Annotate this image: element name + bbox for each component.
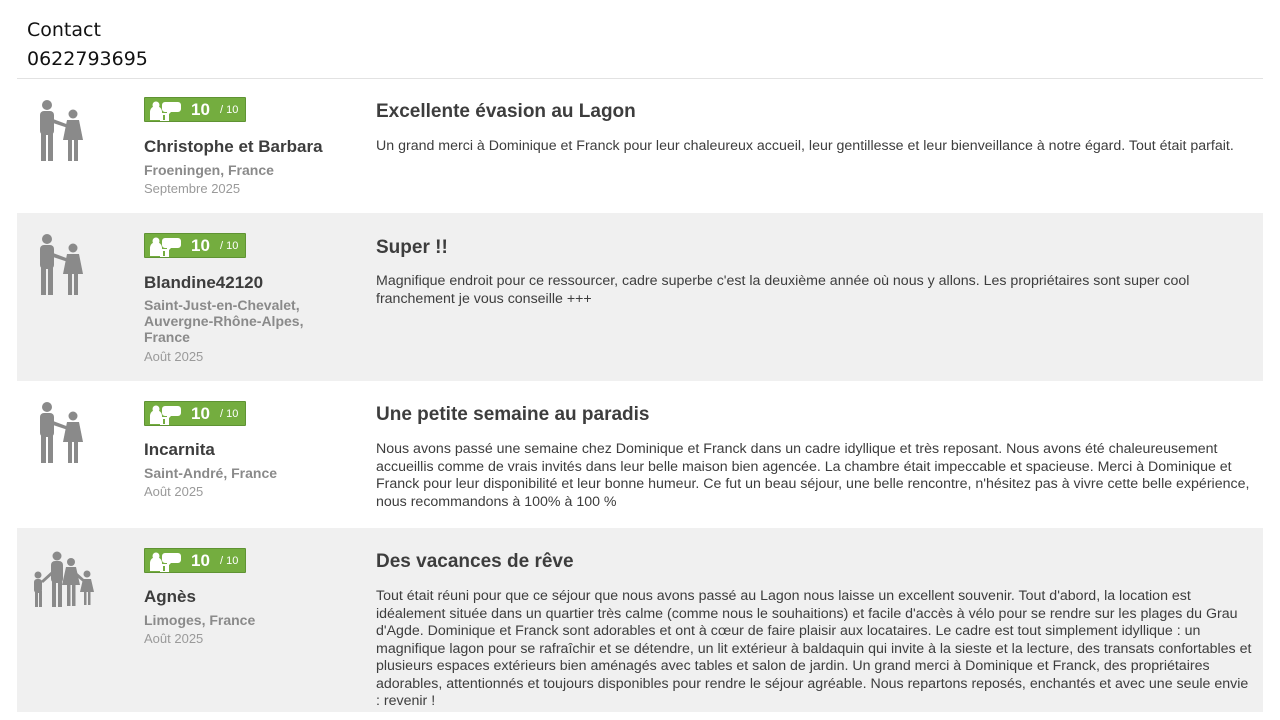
rating-badge (144, 548, 246, 573)
reviewer-name: Christophe et Barbara (144, 137, 323, 156)
review-text: Tout était réuni pour que ce séjour que nous avons passé au Lagon nous laisse un excellent souvenir. Tout d'abord, la location est idéalement située dans un quartier très calme (comme nous le souhaitions) et facile d'accès à vélo pour se rendre sur les plages du Grau d'Agde. Dominique et Franck sont adorables et ont à cœur de faire plaisir aux locataires. Le cadre est tout simplement idyllique : un magnifique lagon pour se rafraîchir et se détendre, un lit extérieur à baldaquin qui invite à la sieste et la lecture, des transats confortables et plusieurs espaces extérieurs bien aménagés avec tables et salon de jardin. Un grand merci à Dominique et Franck, des propriétaires adorables, attentionnés et toujours disponibles pour rendre le séjour agréable. Nous repartons reposés, enchantés et avec une seule envie : revenir ! (376, 588, 1252, 709)
reviewer-location: Limoges, France (144, 612, 256, 628)
reviewer-name: Blandine42120 (144, 273, 264, 292)
review-text: Nous avons passé une semaine chez Dominique et Franck dans un cadre idyllique et très reposant. Nous avons été chaleureusement accueillis comme de vrais invités dans leur belle maison bien agencée. La chambre était impeccable et spacieuse. Merci à Dominique et Franck pour leur disponibilité et leur bonne humeur. Ce fut un beau séjour, une belle rencontre, n'hésitez pas à vivre cette belle expérience, nous recommandons à 100% à 100 % (376, 441, 1250, 510)
contact-block (27, 16, 148, 74)
rating-scale: / 10 (220, 555, 239, 567)
rating-score: 10 (191, 100, 210, 119)
guest-review-icon (148, 404, 182, 425)
review-text: Un grand merci à Dominique et Franck pour leur chaleureux accueil, leur gentillesse et leur bienveillance à notre égard. Tout était parfait. (376, 138, 1234, 154)
rating-scale: / 10 (220, 240, 239, 252)
reviewer-location: Froeningen, France (144, 162, 274, 178)
review-date: Août 2025 (144, 631, 204, 646)
review-card (17, 381, 1263, 528)
contact-label: Contact (27, 19, 101, 41)
guest-review-icon (148, 551, 182, 572)
rating-score: 10 (191, 236, 210, 255)
reviewer-name: Incarnita (144, 440, 215, 459)
review-text: Magnifique endroit pour ce ressourcer, cadre superbe c'est la deuxième année où nous y allons. Les propriétaires sont super cool franchement je vous conseille +++ (376, 273, 1190, 307)
contact-phone[interactable]: 0622793695 (27, 48, 148, 70)
review-date: Septembre 2025 (144, 181, 241, 196)
reviewer-location: Saint-Just-en-Chevalet, Auvergne-Rhône-Alpes, France (144, 297, 304, 345)
review-title: Excellente évasion au Lagon (376, 101, 636, 122)
rating-badge (144, 401, 246, 426)
rating-score: 10 (191, 404, 210, 423)
reviewer-location: Saint-André, France (144, 465, 278, 481)
review-card (17, 79, 1263, 213)
rating-score: 10 (191, 551, 210, 570)
reviewer-name: Agnès (144, 587, 196, 606)
guest-review-icon (148, 100, 182, 121)
rating-scale: / 10 (220, 104, 239, 116)
family-icon (29, 550, 97, 614)
rating-badge (144, 233, 246, 258)
review-title: Super !! (376, 237, 448, 258)
rating-scale: / 10 (220, 408, 239, 420)
guest-review-icon (148, 236, 182, 257)
review-title: Des vacances de rêve (376, 551, 574, 572)
couple-icon (29, 401, 93, 465)
rating-badge (144, 97, 246, 122)
review-card (17, 528, 1263, 712)
review-title: Une petite semaine au paradis (376, 404, 650, 425)
couple-icon (29, 233, 93, 297)
review-date: Août 2025 (144, 484, 204, 499)
review-card (17, 213, 1263, 381)
review-date: Août 2025 (144, 349, 204, 364)
couple-icon (29, 99, 93, 163)
